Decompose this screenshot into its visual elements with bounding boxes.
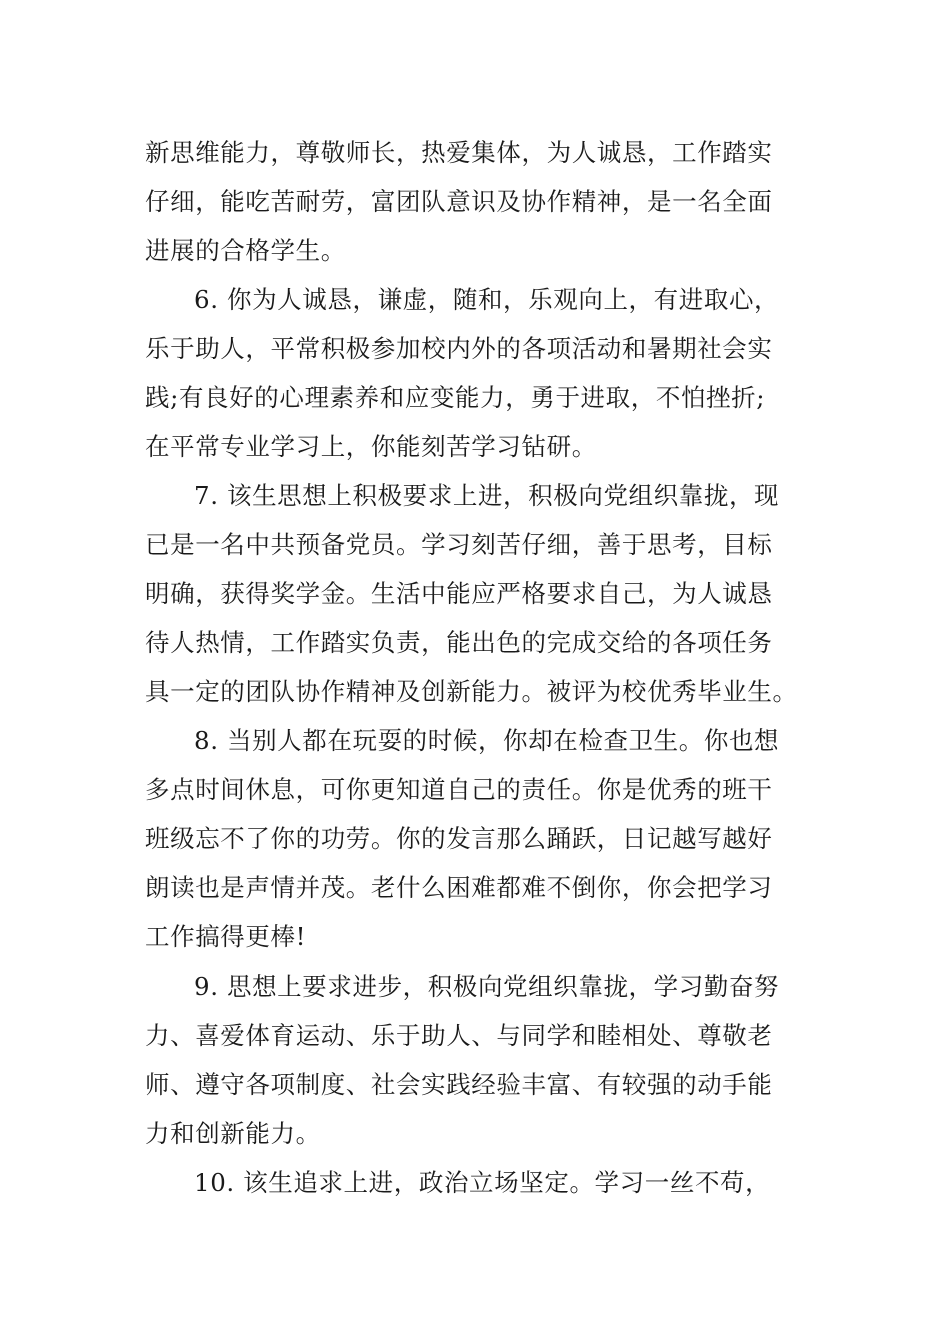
text-line: 新思维能力，尊敬师长，热爱集体，为人诚恳，工作踏实 bbox=[145, 138, 773, 167]
text-line: 乐于助人，平常积极参加校内外的各项活动和暑期社会实 bbox=[145, 334, 773, 363]
text-line: 力和创新能力。 bbox=[145, 1119, 321, 1148]
text-line: 7. 该生思想上积极要求上进，积极向党组织靠拢，现 bbox=[194, 481, 780, 510]
text-line: 工作搞得更棒! bbox=[145, 922, 307, 951]
paragraph-item-6 bbox=[145, 275, 810, 471]
text-line: 多点时间休息，可你更知道自己的责任。你是优秀的班干 bbox=[145, 775, 773, 804]
text-line: 9. 思想上要求进步，积极向党组织靠拢，学习勤奋努 bbox=[194, 972, 780, 1001]
text-line: 践;有良好的心理素养和应变能力，勇于进取，不怕挫折; bbox=[145, 383, 766, 412]
text-line: 8. 当别人都在玩耍的时候，你却在检查卫生。你也想 bbox=[194, 726, 780, 755]
text-line: 仔细，能吃苦耐劳，富团队意识及协作精神，是一名全面 bbox=[145, 187, 773, 216]
text-line: 进展的合格学生。 bbox=[145, 236, 346, 265]
text-line: 力、喜爱体育运动、乐于助人、与同学和睦相处、尊敬老 bbox=[145, 1021, 773, 1050]
text-line: 班级忘不了你的功劳。你的发言那么踊跃，日记越写越好 bbox=[145, 824, 773, 853]
paragraph-item-8 bbox=[145, 716, 810, 961]
text-line: 待人热情，工作踏实负责，能出色的完成交给的各项任务 bbox=[145, 628, 773, 657]
text-line: 10. 该生追求上进，政治立场坚定。学习一丝不苟， bbox=[194, 1168, 771, 1197]
text-line: 师、遵守各项制度、社会实践经验丰富、有较强的动手能 bbox=[145, 1070, 773, 1099]
text-line: 已是一名中共预备党员。学习刻苦仔细，善于思考，目标 bbox=[145, 530, 773, 559]
text-line: 明确，获得奖学金。生活中能应严格要求自己，为人诚恳 bbox=[145, 579, 773, 608]
text-line: 在平常专业学习上，你能刻苦学习钻研。 bbox=[145, 432, 597, 461]
paragraph-item-7 bbox=[145, 471, 810, 716]
text-line: 具一定的团队协作精神及创新能力。被评为校优秀毕业生。 bbox=[145, 677, 798, 706]
paragraph-item-9 bbox=[145, 962, 810, 1158]
text-line: 6. 你为人诚恳，谦虚，随和，乐观向上，有进取心， bbox=[194, 285, 780, 314]
text-line: 朗读也是声情并茂。老什么困难都难不倒你，你会把学习 bbox=[145, 873, 773, 902]
paragraph-item-10 bbox=[145, 1158, 810, 1207]
paragraph-continuation bbox=[145, 128, 810, 275]
